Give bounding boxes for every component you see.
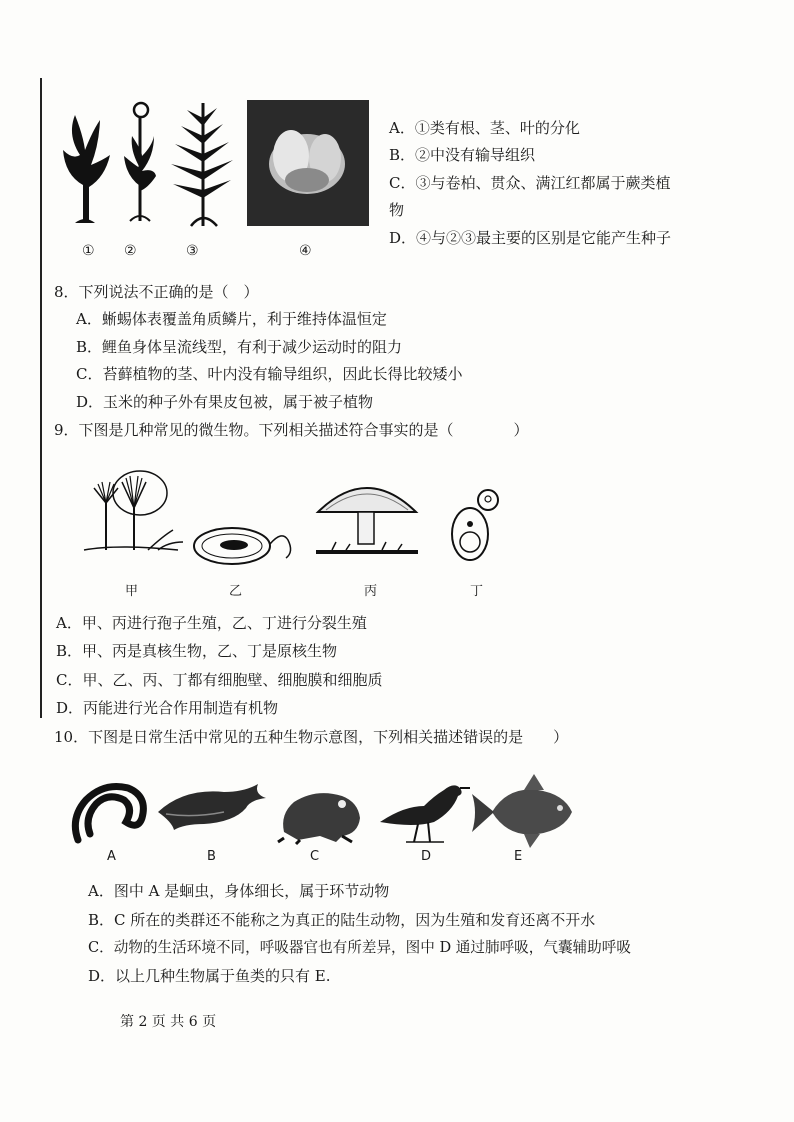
q10-figure-label-c: C [310, 849, 320, 864]
microbe-figure-ding-yeast [448, 486, 508, 566]
animal-figure-a-worm [68, 778, 158, 848]
q7-figure-label-4: ④ [299, 243, 312, 259]
q9-option-a: A．甲、丙进行孢子生殖，乙、丁进行分裂生殖 [56, 614, 367, 632]
q8-option-c: C．苔藓植物的茎、叶内没有输导组织，因此长得比较矮小 [76, 365, 463, 383]
q9-option-b: B．甲、丙是真核生物，乙、丁是原核生物 [56, 642, 338, 660]
q9-stem: 9．下图是几种常见的微生物。下列相关描述符合事实的是（ ） [54, 421, 529, 439]
q7-option-b: B．②中没有输导组织 [389, 146, 536, 164]
animal-figure-e-goldfish [468, 772, 578, 852]
q10-figure-label-a: A [107, 849, 116, 864]
q7-option-d: D．④与②③最主要的区别是它能产生种子 [389, 229, 672, 247]
q9-figure-label-yi: 乙 [229, 584, 243, 599]
microbe-figure-bing-mushroom [312, 470, 422, 560]
q10-option-b: B．C 所在的类群还不能称之为真正的陆生动物，因为生殖和发育还离不开水 [88, 911, 596, 929]
q8-option-a: A．蜥蜴体表覆盖角质鳞片，利于维持体温恒定 [76, 310, 387, 328]
q7-option-c: C．③与卷柏、贯众、满江红都属于蕨类植 [389, 174, 671, 192]
q9-option-d: D．丙能进行光合作用制造有机物 [56, 699, 279, 717]
animal-figure-c-frog [276, 784, 366, 844]
q10-option-d: D．以上几种生物属于鱼类的只有 E. [88, 967, 331, 985]
q8-option-d: D．玉米的种子外有果皮包被，属于被子植物 [76, 393, 374, 411]
q9-figure-label-jia: 甲 [125, 584, 139, 599]
animal-figure-d-bird [374, 776, 474, 846]
microbe-figure-jia-mold [78, 468, 188, 558]
q10-figure-label-d: D [421, 849, 432, 864]
animal-figure-b-dolphin [154, 778, 274, 838]
q9-figure-label-bing: 丙 [364, 584, 378, 599]
q10-figure-label-e: E [514, 849, 523, 864]
q7-option-a: A．①类有根、茎、叶的分化 [389, 119, 580, 137]
binding-margin-line [40, 78, 42, 718]
microbe-figure-yi-bacterium [190, 518, 300, 578]
plant-figure-4-flower-photo [247, 100, 369, 226]
q7-figure-label-2: ② [124, 243, 137, 259]
plant-figure-2-moss [118, 96, 158, 226]
q7-option-c-cont: 物 [389, 201, 405, 219]
plant-figure-3-fern [165, 98, 245, 228]
q8-option-b: B．鲤鱼身体呈流线型，有利于减少运动时的阻力 [76, 338, 403, 356]
q7-figure-label-1: ① [82, 243, 95, 259]
q10-option-c: C．动物的生活环境不同，呼吸器官也有所差异，图中 D 通过肺呼吸，气囊辅助呼吸 [88, 939, 631, 956]
q8-stem: 8．下列说法不正确的是（ ） [54, 283, 259, 301]
q7-figure-label-3: ③ [186, 243, 199, 259]
q10-figure-label-b: B [207, 849, 216, 864]
page-footer: 第 2 页 共 6 页 [120, 1014, 217, 1030]
plant-figure-1-liverwort [55, 105, 115, 225]
q9-option-c: C．甲、乙、丙、丁都有细胞壁、细胞膜和细胞质 [56, 671, 383, 689]
q10-option-a: A．图中 A 是蛔虫，身体细长，属于环节动物 [88, 882, 390, 900]
q9-figure-label-ding: 丁 [470, 584, 484, 599]
q10-stem: 10．下图是日常生活中常见的五种生物示意图，下列相关描述错误的是 ） [54, 728, 569, 746]
